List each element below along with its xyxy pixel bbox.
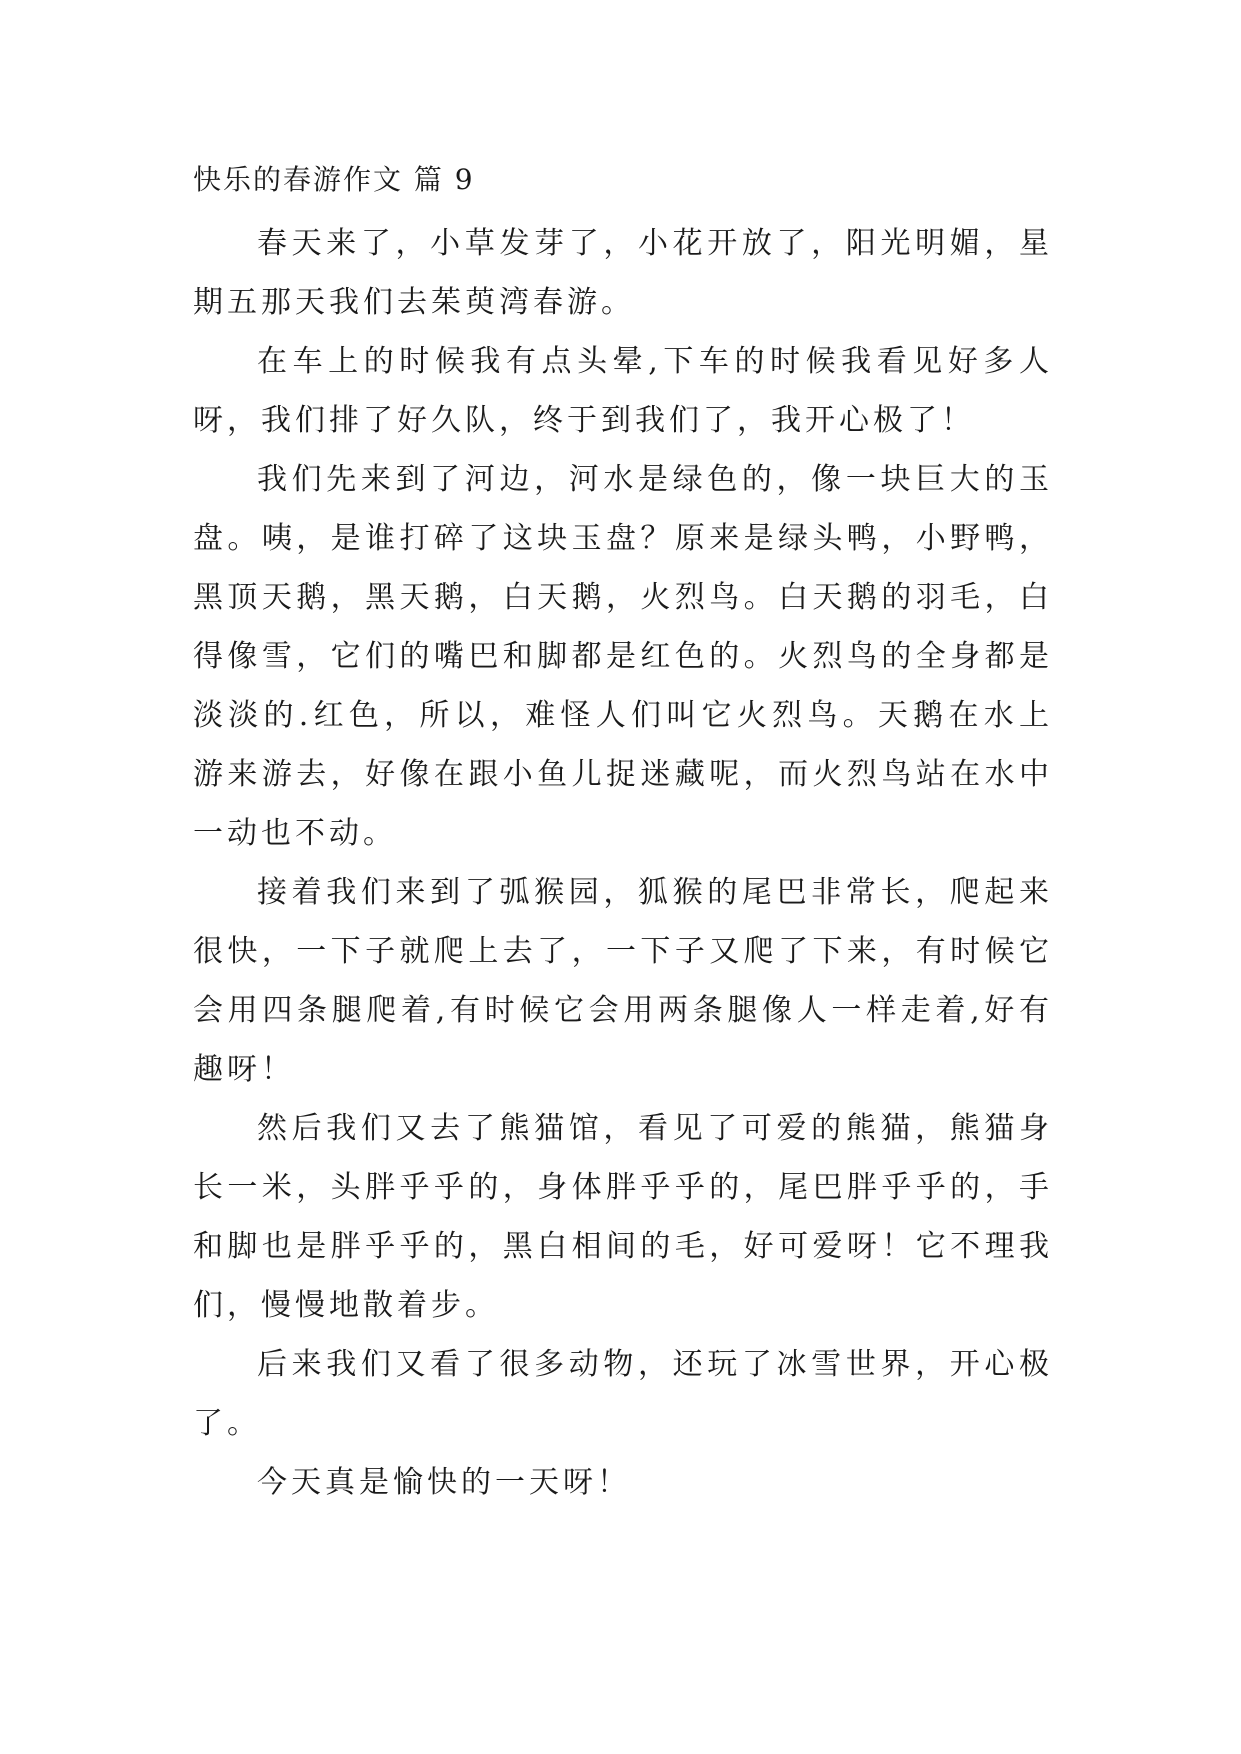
paragraph-6: 后来我们又看了很多动物，还玩了冰雪世界，开心极了。 <box>193 1347 1053 1441</box>
essay-title: 快乐的春游作文 篇 9 <box>193 163 475 196</box>
paragraph-1: 春天来了，小草发芽了，小花开放了，阳光明媚，星期五那天我们去茱萸湾春游。 <box>193 226 1053 320</box>
paragraph-4: 接着我们来到了弧猴园，狐猴的尾巴非常长，爬起来很快，一下子就爬上去了，一下子又爬了下来，有时候它会用四条腿爬着,有时候它会用两条腿像人一样走着,好有趣呀！ <box>193 875 1053 1087</box>
paragraph-5: 然后我们又去了熊猫馆，看见了可爱的熊猫，熊猫身长一米，头胖乎乎的，身体胖乎乎的，尾巴胖乎乎的，手和脚也是胖乎乎的，黑白相间的毛，好可爱呀！它不理我们，慢慢地散着步。 <box>193 1111 1053 1323</box>
paragraph-7: 今天真是愉快的一天呀！ <box>257 1465 631 1500</box>
document-page <box>193 160 1053 1512</box>
paragraph-3: 我们先来到了河边，河水是绿色的，像一块巨大的玉盘。咦，是谁打碎了这块玉盘？原来是绿头鸭，小野鸭，黑顶天鹅，黑天鹅，白天鹅，火烈鸟。白天鹅的羽毛，白得像雪，它们的嘴巴和脚都是红色的。火烈鸟的全身都是淡淡的.红色，所以，难怪人们叫它火烈鸟。天鹅在水上游来游去，好像在跟小鱼儿捉迷藏呢，而火烈鸟站在水中一动也不动。 <box>193 462 1053 851</box>
paragraph-2: 在车上的时候我有点头晕,下车的时候我看见好多人呀，我们排了好久队，终于到我们了，我开心极了！ <box>193 344 1053 438</box>
